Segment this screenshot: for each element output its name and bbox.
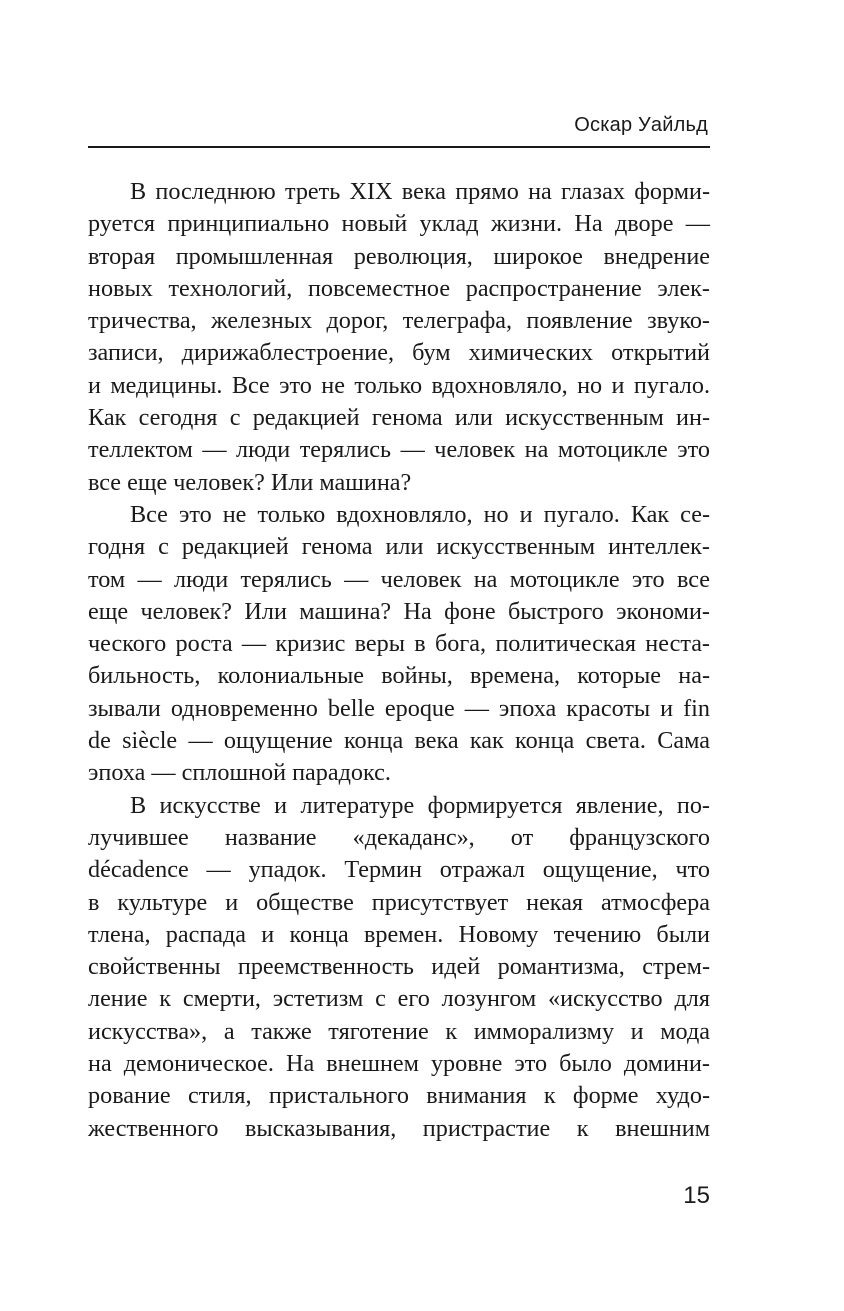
text-line: на демоническое. На внешнем уровне это было домини- bbox=[88, 1050, 710, 1078]
text-line: искусства», а также тяготение к имморализму и мода bbox=[88, 1017, 710, 1045]
running-title: Оскар Уайльд bbox=[574, 114, 708, 136]
page-number: 15 bbox=[683, 1182, 710, 1209]
text-line: тлена, распада и конца времен. Новому течению были bbox=[88, 920, 710, 948]
text-line: В искусстве и литературе формируется явление, по- bbox=[130, 791, 710, 819]
text-line: ление к смерти, эстетизм с его лозунгом «искусство для bbox=[88, 985, 710, 1013]
text-line: Как сегодня с редакцией генома или искусственным ин- bbox=[88, 404, 710, 432]
text-line: бильность, колониальные войны, времена, которые на- bbox=[88, 662, 710, 690]
text-line: тричества, железных дорог, телеграфа, появление звуко- bbox=[88, 307, 710, 335]
text-line: руется принципиально новый уклад жизни. На дворе — bbox=[88, 210, 710, 238]
text-line: годня с редакцией генома или искусственным интеллек- bbox=[88, 533, 710, 561]
text-line: в культуре и обществе присутствует некая атмосфера bbox=[88, 888, 710, 916]
text-line: все еще человек? Или машина? bbox=[88, 468, 412, 496]
text-line: décadence — упадок. Термин отражал ощущение, что bbox=[88, 856, 710, 884]
text-line: лучившее название «декаданс», от французского bbox=[88, 823, 710, 851]
text-line: Все это не только вдохновляло, но и пугало. Как се- bbox=[130, 500, 710, 528]
text-line: эпоха — сплошной парадокс. bbox=[88, 759, 391, 787]
text-line: свойственны преемственность идей романтизма, стрем- bbox=[88, 953, 710, 981]
text-line: рование стиля, пристального внимания к форме худо- bbox=[88, 1082, 710, 1110]
text-line: вторая промышленная революция, широкое внедрение bbox=[88, 242, 710, 270]
text-line: том — люди терялись — человек на мотоцикле это все bbox=[88, 565, 710, 593]
text-line: и медицины. Все это не только вдохновляло, но и пугало. bbox=[88, 371, 710, 399]
body-text bbox=[88, 176, 710, 1145]
text-line: записи, дирижаблестроение, бум химических открытий bbox=[88, 339, 710, 367]
text-line: новых технологий, повсеместное распространение элек- bbox=[88, 274, 710, 302]
text-line: жественного высказывания, пристрастие к внешним bbox=[88, 1114, 710, 1142]
text-line: de siècle — ощущение конца века как конца света. Сама bbox=[88, 727, 710, 755]
text-line: В последнюю треть XIX века прямо на глазах форми- bbox=[130, 178, 710, 205]
text-line: зывали одновременно belle epoque — эпоха красоты и fin bbox=[88, 694, 710, 722]
text-line: теллектом — люди терялись — человек на мотоцикле это bbox=[88, 436, 710, 464]
page-header bbox=[88, 108, 710, 148]
text-line: ческого роста — кризис веры в бога, политическая неста- bbox=[88, 630, 710, 658]
text-line: еще человек? Или машина? На фоне быстрого экономи- bbox=[88, 597, 710, 625]
